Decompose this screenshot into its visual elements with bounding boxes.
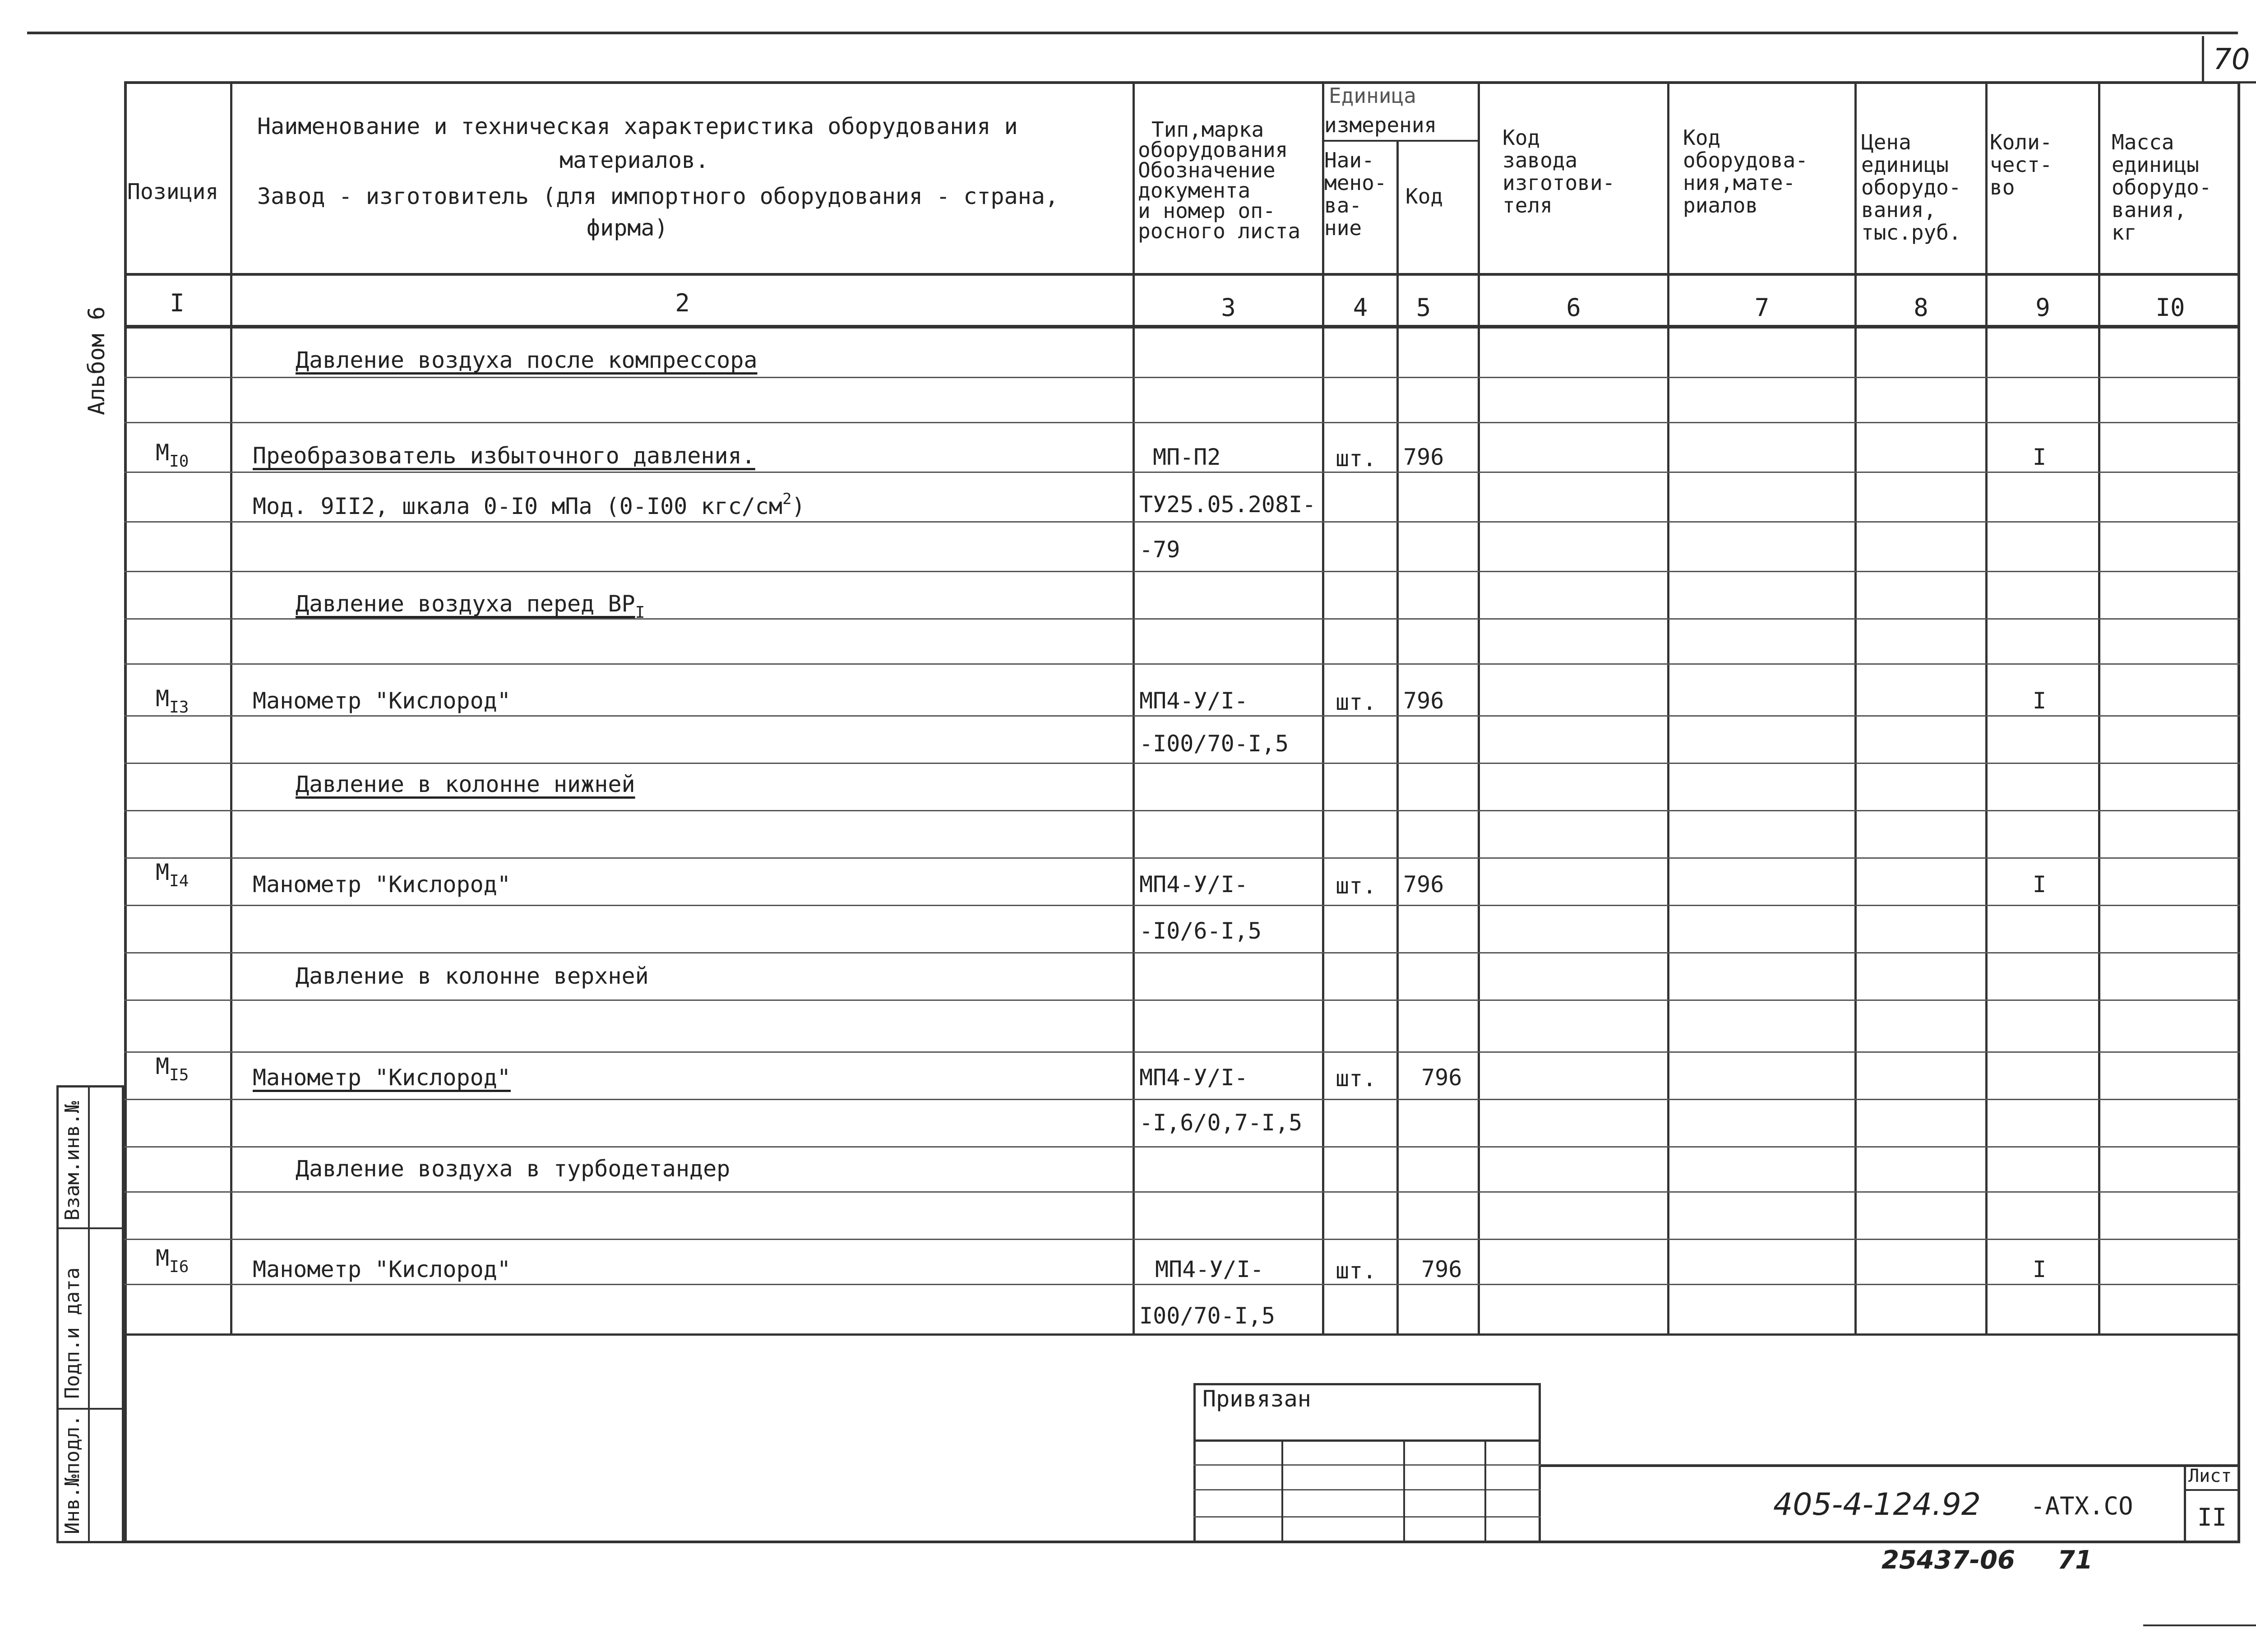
- sheet-label: Лист: [2188, 1466, 2232, 1486]
- quantity: I: [2033, 871, 2047, 898]
- row-line: [124, 715, 2240, 717]
- bound-line: [1193, 1439, 1541, 1442]
- page-number: 70: [2213, 43, 2250, 76]
- position-code: $М_{I6}$: [156, 1245, 189, 1276]
- unit-name: шт.: [1336, 1065, 1377, 1092]
- position-code: $М_{I0}$: [156, 440, 189, 471]
- row-line: [124, 1051, 2240, 1053]
- header-factory-code: Код завода изготови- теля: [1502, 125, 1615, 217]
- unit-group-line: [1322, 140, 1480, 142]
- quantity: I: [2033, 1256, 2047, 1282]
- header-quantity: Коли- чест- во: [1990, 130, 2053, 199]
- row-line: [124, 905, 2240, 906]
- item-spec: I00/70-I,5: [1139, 1303, 1276, 1329]
- header-unit-name: Наи- мено- ва- ние: [1324, 148, 1387, 240]
- header-unit-group: Единица измерения: [1324, 83, 1437, 137]
- item-name: Манометр "Кислород": [253, 688, 511, 714]
- colnum-7: 7: [1754, 293, 1770, 322]
- table-body-bottom: [124, 1333, 2240, 1336]
- section-heading: Давление в колонне верхней: [296, 963, 649, 989]
- sheet-number: II: [2197, 1503, 2227, 1532]
- col-line-7: [1854, 81, 1857, 1336]
- row-line: [124, 1191, 2240, 1193]
- row-line: [124, 472, 2240, 473]
- row-line: [124, 857, 2240, 859]
- colnum-2: 2: [675, 289, 690, 317]
- doc-code-print: -АТХ.СО: [2030, 1492, 2133, 1520]
- row-line: [124, 571, 2240, 572]
- col-line-6: [1667, 81, 1669, 1336]
- unit-code: 796: [1421, 1256, 1462, 1282]
- bottom-rule: [2143, 1624, 2256, 1626]
- col-line-9: [2098, 81, 2100, 1336]
- side-stamp-divider: [88, 1085, 90, 1543]
- section-heading: Давление воздуха перед $ВР_I$: [296, 591, 645, 622]
- header-equipment-code: Код оборудова- ния,мате- риалов: [1683, 125, 1808, 217]
- item-name: Манометр "Кислород": [253, 1256, 511, 1282]
- bound-col: [1484, 1439, 1486, 1543]
- colnum-bottom-line: [124, 325, 2240, 329]
- col-line-3: [1322, 81, 1324, 1336]
- position-code: $М_{I4}$: [156, 859, 189, 890]
- row-line: [124, 1000, 2240, 1001]
- row-line: [124, 1146, 2240, 1148]
- bottom-page-number: 71: [2057, 1546, 2093, 1575]
- row-line: [124, 952, 2240, 953]
- col-line-1: [230, 81, 232, 1336]
- header-name-line4: фирма): [587, 215, 668, 241]
- col-line-2: [1133, 81, 1135, 1336]
- unit-name: шт.: [1336, 873, 1377, 899]
- item-description: Мод. 9II2, шкала 0-I0 мПа (0-I00 кгс/$см^2$): [253, 490, 805, 519]
- item-spec: ТУ25.05.208I-: [1139, 491, 1316, 518]
- item-spec: -I00/70-I,5: [1139, 731, 1289, 757]
- item-type: МП-П2: [1153, 444, 1221, 470]
- item-spec: -79: [1139, 537, 1180, 563]
- row-line: [124, 377, 2240, 378]
- row-line: [124, 1239, 2240, 1240]
- header-name-line2: материалов.: [559, 147, 709, 173]
- quantity: I: [2033, 444, 2047, 470]
- item-type: МП4-У/I-: [1155, 1256, 1264, 1282]
- colnum-4: 4: [1353, 293, 1368, 322]
- quantity: I: [2033, 688, 2047, 714]
- item-type: МП4-У/I-: [1139, 871, 1248, 898]
- row-line: [124, 663, 2240, 665]
- doc-code-hand: 405-4-124.92: [1773, 1487, 1981, 1522]
- header-mass: Масса единицы оборудо- вания, кг: [2112, 130, 2212, 245]
- colnum-9: 9: [2035, 293, 2050, 322]
- row-line: [124, 1284, 2240, 1285]
- item-name: Манометр "Кислород": [253, 871, 511, 898]
- side-stamp-line: [56, 1408, 124, 1410]
- bound-label: Привязан: [1202, 1386, 1311, 1412]
- col-line-8: [1985, 81, 1988, 1336]
- album-label: Альбом 6: [83, 306, 110, 415]
- bound-line: [1193, 1516, 1541, 1518]
- row-line: [124, 1099, 2240, 1100]
- colnum-10: I0: [2155, 293, 2185, 322]
- side-stamp-line: [56, 1227, 124, 1229]
- unit-code: 796: [1403, 444, 1444, 470]
- unit-code: 796: [1403, 688, 1444, 714]
- header-price: Цена единицы оборудо- вания, тыс.руб.: [1861, 130, 1961, 245]
- header-position: Позиция: [127, 179, 219, 204]
- bound-col: [1281, 1439, 1283, 1543]
- item-name: Манометр "Кислород": [253, 1064, 511, 1091]
- item-type: МП4-У/I-: [1139, 1064, 1248, 1091]
- side-label-inv: Инв.№подл.: [61, 1415, 84, 1534]
- unit-name: шт.: [1336, 689, 1377, 715]
- header-name-line1: Наименование и техническая характеристика оборудования и: [257, 113, 1018, 139]
- row-line: [124, 521, 2240, 523]
- item-type: МП4-У/I-: [1139, 688, 1248, 714]
- section-heading: Давление воздуха после компрессора: [296, 347, 758, 373]
- item-spec: -I,6/0,7-I,5: [1139, 1110, 1303, 1136]
- side-label-replace: Взам.инв.№: [61, 1101, 84, 1221]
- header-type: Тип,марка оборудования Обозначение документа и номер оп- росного листа: [1138, 117, 1301, 243]
- unit-code: 796: [1403, 871, 1444, 898]
- section-heading: Давление воздуха в турбодетандер: [296, 1156, 730, 1182]
- bound-line: [1193, 1489, 1541, 1490]
- header-name-line3: Завод - изготовитель (для импортного оборудования - страна,: [257, 183, 1059, 209]
- item-name: Преобразователь избыточного давления.: [253, 443, 755, 469]
- bound-col: [1403, 1439, 1405, 1543]
- colnum-5: 5: [1416, 293, 1431, 322]
- position-code: $М_{I3}$: [156, 685, 189, 717]
- item-spec: -I0/6-I,5: [1139, 918, 1262, 944]
- colnum-8: 8: [1914, 293, 1928, 322]
- sheet-divider: [2184, 1489, 2240, 1491]
- col-line-5: [1478, 81, 1480, 1336]
- unit-name: шт.: [1336, 445, 1377, 472]
- bottom-archive-number: 25437-06: [1882, 1546, 2015, 1575]
- colnum-1: I: [170, 289, 185, 317]
- section-heading: Давление в колонне нижней: [296, 771, 635, 797]
- colnum-6: 6: [1566, 293, 1581, 322]
- unit-code: 796: [1421, 1064, 1462, 1091]
- colnum-3: 3: [1221, 293, 1236, 322]
- row-line: [124, 422, 2240, 423]
- unit-name: шт.: [1336, 1258, 1377, 1284]
- bound-line: [1193, 1464, 1541, 1466]
- titleblock-top: [1541, 1464, 2240, 1467]
- header-bottom-line: [124, 273, 2240, 276]
- header-unit-code: Код: [1405, 184, 1443, 208]
- top-rule: [27, 32, 2238, 34]
- side-label-sign: Подп.и дата: [61, 1267, 84, 1399]
- position-code: $М_{I5}$: [156, 1053, 189, 1084]
- row-line: [124, 763, 2240, 764]
- row-line: [124, 810, 2240, 811]
